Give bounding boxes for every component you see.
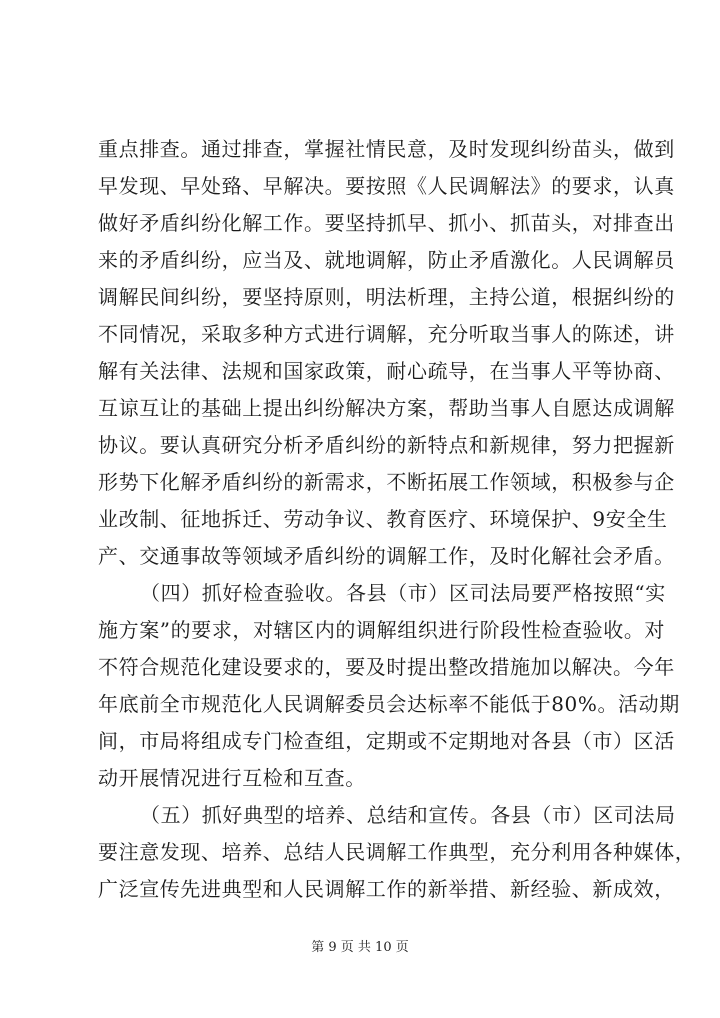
paragraph-line: 不符合规范化建设要求的，要及时提出整改措施加以解决。今年: [98, 655, 675, 679]
paragraph-line: 调解民间纠纷，要坚持原则，明法析理，主持公道，根据纠纷的: [98, 285, 675, 309]
paragraph-line: 早发现、早处臵、早解决。要按照《人民调解法》的要求，认真: [98, 174, 675, 198]
paragraph-line: 不同情况，采取多种方式进行调解，充分听取当事人的陈述，讲: [98, 322, 675, 346]
paragraph-line: 要注意发现、培养、总结人民调解工作典型，充分利用各种媒体，: [98, 840, 696, 864]
paragraph-line: 互谅互让的基础上提出纠纷解决方案，帮助当事人自愿达成调解: [98, 396, 675, 420]
paragraph-line: 形势下化解矛盾纠纷的新需求，不断拓展工作领域，积极参与企: [98, 470, 675, 494]
paragraph-line: 重点排查。通过排查，掌握社情民意，及时发现纠纷苗头，做到: [98, 137, 675, 161]
paragraph-line: 施方案”的要求，对辖区内的调解组织进行阶段性检查验收。对: [98, 618, 666, 642]
paragraph-line: 解有关法律、法规和国家政策，耐心疏导，在当事人平等协商、: [98, 359, 675, 383]
paragraph-line: 年底前全市规范化人民调解委员会达标率不能低于80%。活动期: [98, 692, 680, 716]
paragraph-line: 间，市局将组成专门检查组，定期或不定期地对各县（市）区活: [98, 729, 675, 753]
page-number-footer: 第 9 页 共 10 页: [311, 940, 409, 955]
section-heading-line: （五）抓好典型的培养、总结和宣传。各县（市）区司法局: [140, 803, 676, 827]
paragraph-line: 业改制、征地拆迁、劳动争议、教育医疗、环境保护、9安全生: [98, 507, 668, 531]
paragraph-line: 广泛宣传先进典型和人民调解工作的新举措、新经验、新成效，: [98, 877, 675, 901]
paragraph-line: 动开展情况进行互检和互查。: [98, 766, 366, 790]
section-heading-line: （四）抓好检查验收。各县（市）区司法局要严格按照“实: [140, 581, 666, 605]
paragraph-line: 做好矛盾纠纷化解工作。要坚持抓早、抓小、抓苗头，对排查出: [98, 211, 675, 235]
paragraph-line: 协议。要认真研究分析矛盾纠纷的新特点和新规律，努力把握新: [98, 433, 675, 457]
paragraph-line: 来的矛盾纠纷，应当及、就地调解，防止矛盾激化。人民调解员: [98, 248, 675, 272]
paragraph-line: 产、交通事故等领域矛盾纠纷的调解工作，及时化解社会矛盾。: [98, 544, 675, 568]
